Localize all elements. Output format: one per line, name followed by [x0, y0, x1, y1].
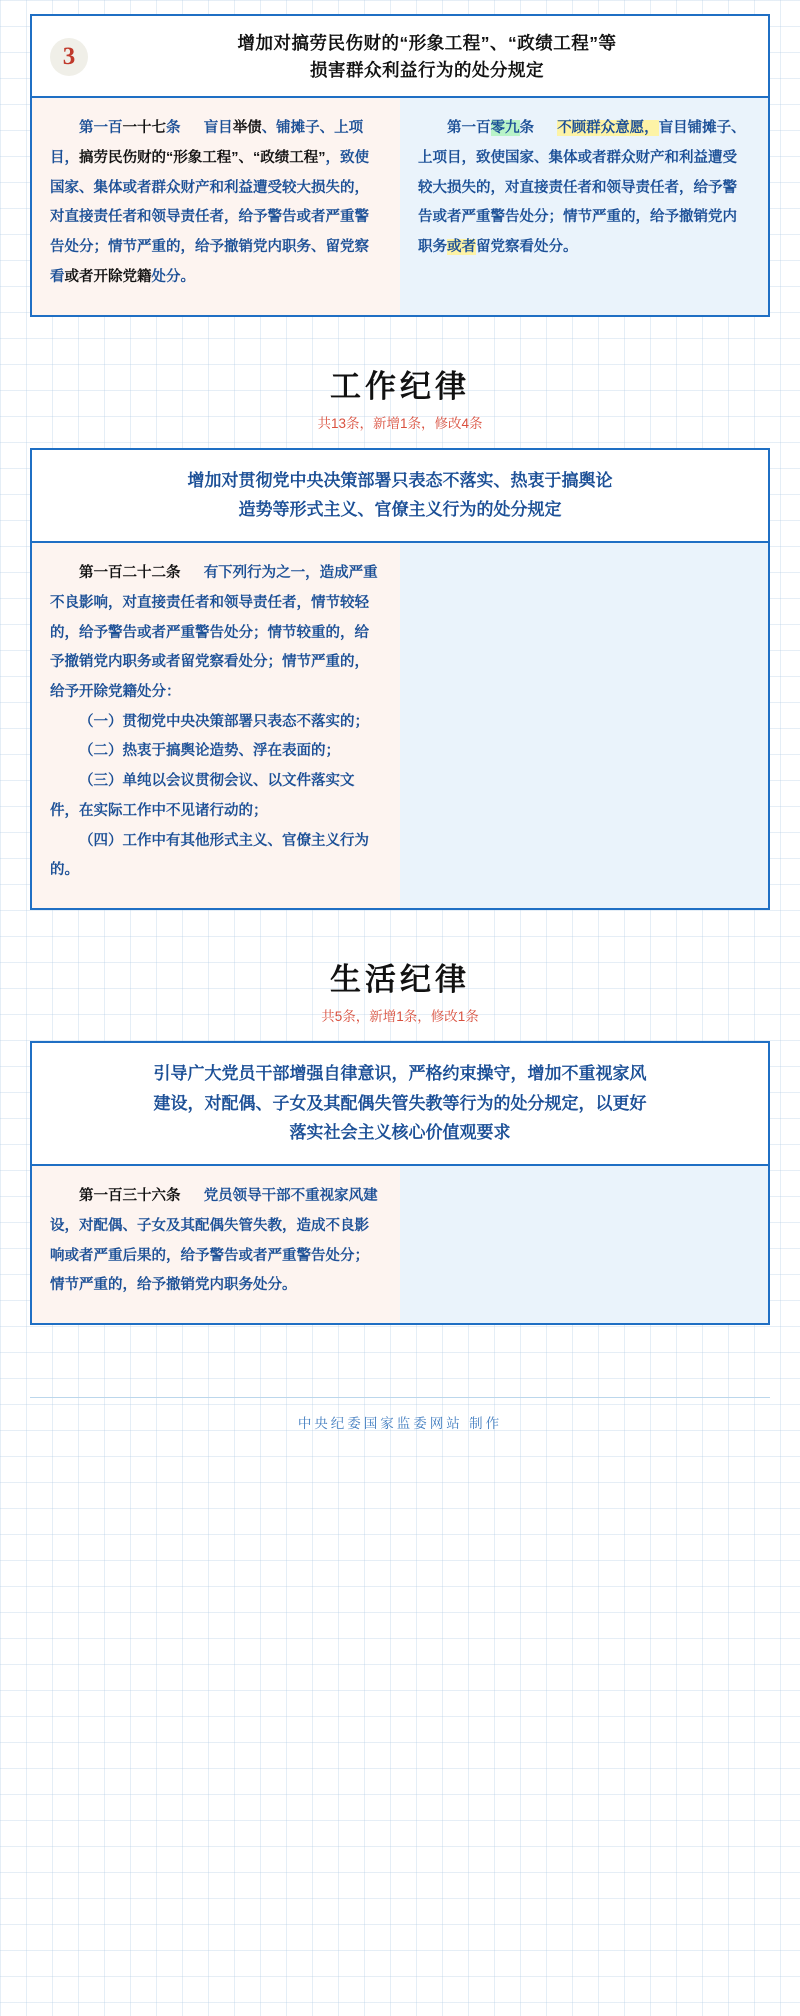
section-3-right-column — [400, 98, 768, 314]
right-article-highlight: 零九 — [490, 120, 520, 137]
work-discipline-left-column — [32, 543, 400, 908]
left-p1g: 处分。 — [151, 268, 195, 285]
left-p1a: 盲目 — [203, 120, 233, 137]
right-p1-tail: 留党察看处分。 — [476, 239, 578, 256]
section-3-title-line-1: 增加对搞劳民伤财的“形象工程”、“政绩工程”等 — [237, 33, 617, 53]
work-discipline-item-1: （一）贯彻党中央决策部署只表态不落实的； — [79, 713, 369, 730]
footer-credit: 中央纪委国家监委网站 制作 — [297, 1416, 503, 1432]
life-discipline-block — [30, 1041, 770, 1325]
left-p1b: 举债 — [232, 120, 262, 137]
section-3-title — [104, 30, 750, 84]
section-3-left-column — [32, 98, 400, 314]
section-3-left-text — [50, 114, 382, 292]
left-p1d: 搞劳民伤财的“形象工程”、“政绩工程” — [79, 149, 326, 166]
footer-divider — [30, 1397, 770, 1398]
work-discipline-subtitle: 共13条，新增1条，修改4条 — [317, 415, 483, 431]
left-article-prefix: 第一百 — [79, 120, 123, 137]
work-discipline-item-4: （四）工作中有其他形式主义、官僚主义行为的。 — [50, 832, 369, 879]
life-discipline-right-column — [400, 1166, 768, 1323]
left-p1f: 或者开除党籍 — [64, 268, 152, 285]
section-3-columns — [32, 98, 768, 314]
work-discipline-item-2: （二）热衷于搞舆论造势、浮在表面的； — [79, 743, 340, 760]
life-discipline-article-paragraph — [50, 1182, 382, 1301]
left-article-bold: 一十七 — [122, 120, 166, 137]
right-highlight-phrase: 不顾群众意愿， — [557, 120, 659, 137]
life-discipline-header-line-1: 引导广大党员干部增强自律意识，严格约束操守，增加不重视家风 — [153, 1063, 647, 1083]
work-discipline-title: 工作纪律 — [330, 368, 470, 404]
work-discipline-article-number: 第一百二十二条 — [79, 565, 181, 582]
right-article-tail: 条 — [519, 120, 534, 137]
right-highlight-phrase-2: 或者 — [447, 239, 476, 256]
section-3-right-text — [418, 114, 750, 263]
work-discipline-article-paragraph — [50, 559, 382, 708]
life-discipline-text: 党员领导干部不重视家风建设，对配偶、子女及其配偶失管失教，造成不良影响或者严重后果的，给予警告或者严重警告处分；情节严重的，给予撤销党内职务处分。 — [50, 1188, 378, 1294]
life-discipline-body — [32, 1166, 768, 1323]
left-p1e: ，致使国家、集体或者群众财产和利益遭受较大损失的，对直接责任者和领导责任者，给予警告或者严重警告处分；情节严重的，给予撤销党内职务、留党察看 — [50, 149, 369, 285]
section-3-header — [32, 16, 768, 98]
work-discipline-header-line-1: 增加对贯彻党中央决策部署只表态不落实、热衷于搞舆论 — [187, 470, 613, 490]
life-discipline-header-line-3: 落实社会主义核心价值观要求 — [289, 1123, 511, 1143]
work-discipline-block — [30, 448, 770, 910]
content-wrapper — [30, 0, 770, 1458]
footer — [30, 1379, 770, 1458]
right-article-prefix: 第一百 — [447, 120, 491, 137]
work-discipline-header — [32, 450, 768, 544]
section-number-badge: 3 — [50, 38, 88, 76]
section-3-card — [30, 14, 770, 317]
right-p1: 盲目铺摊子、上项目，致使国家、集体或者群众财产和利益遭受较大损失的，对直接责任者和领导责任者，给予警告或者严重警告处分；情节严重的，给予撤销党内职务 — [418, 120, 746, 256]
section-3-title-line-2: 损害群众利益行为的处分规定 — [310, 60, 544, 81]
life-discipline-header-line-2: 建设，对配偶、子女及其配偶失管失教等行为的处分规定，以更好 — [153, 1093, 647, 1113]
work-discipline-header-line-2: 造势等形式主义、官僚主义行为的处分规定 — [238, 500, 562, 520]
work-discipline-right-column — [400, 543, 768, 908]
life-discipline-header — [32, 1043, 768, 1166]
work-discipline-intro: 有下列行为之一，造成严重不良影响，对直接责任者和领导责任者，情节较轻的，给予警告或者严重警告处分；情节较重的，给予撤销党内职务或者留党察看处分；情节严重的，给予开除党籍处分： — [50, 565, 378, 700]
life-discipline-subtitle: 共5条，新增1条，修改1条 — [321, 1008, 479, 1024]
life-discipline-left-column — [32, 1166, 400, 1323]
work-discipline-body — [32, 543, 768, 908]
left-article-tail: 条 — [166, 120, 181, 137]
work-discipline-item-3: （三）单纯以会议贯彻会议、以文件落实文件，在实际工作中不见诸行动的； — [50, 773, 355, 819]
life-discipline-article-number: 第一百三十六条 — [79, 1188, 181, 1205]
life-discipline-title: 生活纪律 — [330, 961, 470, 997]
left-p1c: 、铺摊子、上项目， — [50, 120, 364, 166]
